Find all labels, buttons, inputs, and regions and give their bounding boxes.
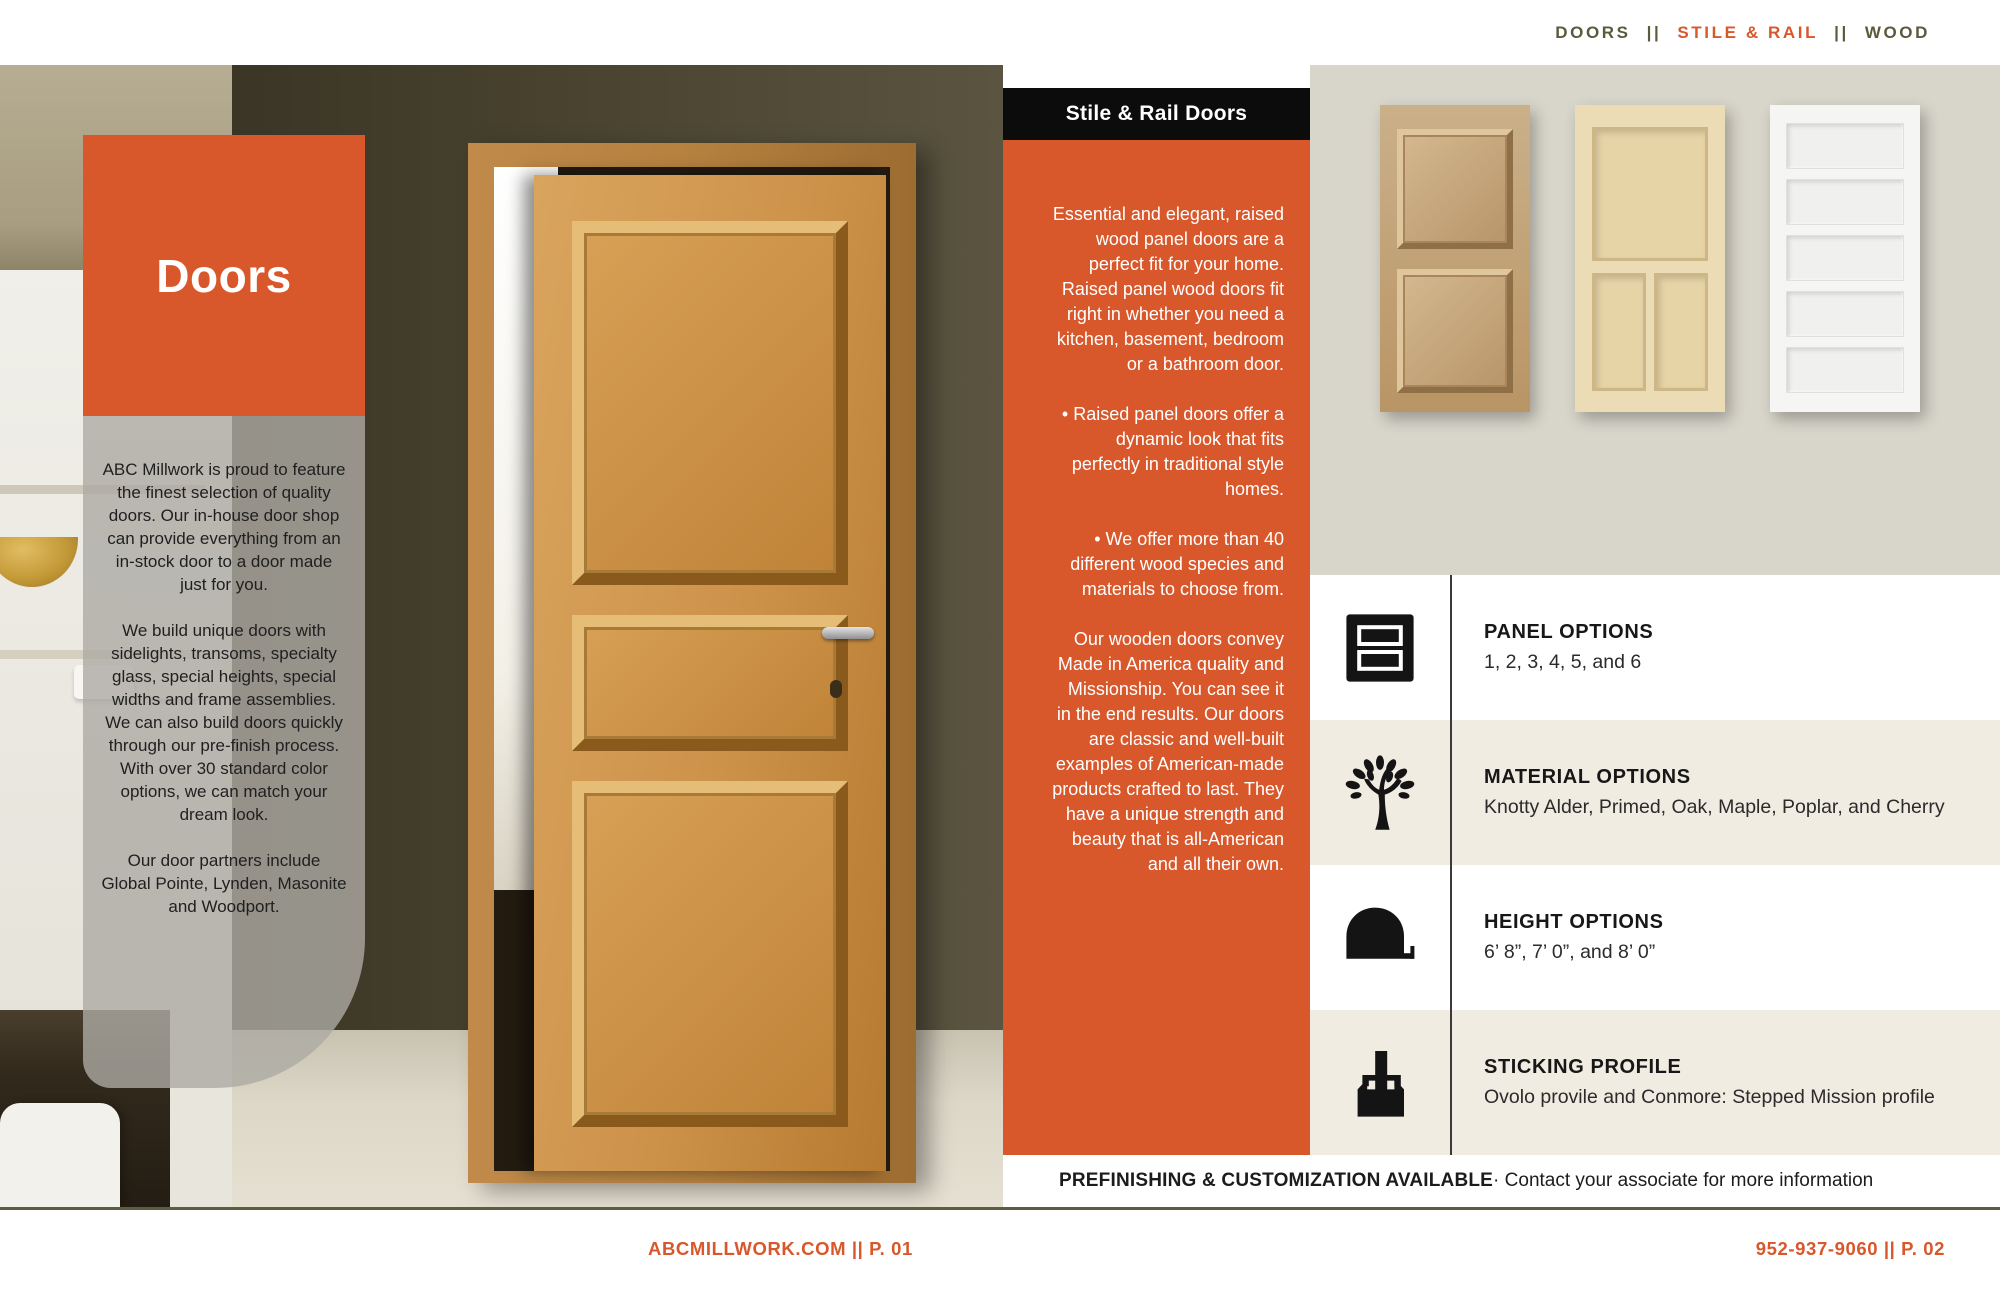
page-title: Doors xyxy=(156,249,292,302)
option-row-material xyxy=(1310,720,2000,865)
breadcrumb-doors: DOORS xyxy=(1555,22,1631,42)
intro-text-box xyxy=(83,416,365,1088)
option-title: MATERIAL OPTIONS xyxy=(1484,765,1691,788)
option-value: 6’ 8”, 7’ 0”, and 8’ 0” xyxy=(1484,940,1656,963)
section-title: Stile & Rail Doors xyxy=(1065,102,1248,125)
photo-door-panel xyxy=(572,221,848,585)
stile-rail-bullet: • We offer more than 40 different wood species and materials to choose from. xyxy=(1070,529,1284,599)
intro-paragraph: We build unique doors with sidelights, transoms, specialty glass, special heights, special widths and frame assemblies. We can also build doors quickly through our pre-finish process. With over 30 standard color options, we can match your dream look. xyxy=(105,621,343,824)
breadcrumb xyxy=(0,0,2000,65)
footer-phone-page: 952-937-9060 || P. 02 xyxy=(1755,1238,1945,1259)
options-table xyxy=(1310,575,2000,1155)
option-title: STICKING PROFILE xyxy=(1484,1055,1682,1078)
door-sample-2-panel-wood xyxy=(1380,105,1530,412)
photo-door-panel xyxy=(572,781,848,1127)
door-panels-icon xyxy=(1310,608,1450,688)
breadcrumb-separator: || xyxy=(1834,22,1849,42)
section-header xyxy=(1003,88,1310,140)
right-page xyxy=(1003,65,2000,1207)
tape-measure-icon xyxy=(1310,898,1450,978)
stile-rail-text-column xyxy=(1003,140,1310,1155)
banner-text: · Contact your associate for more information xyxy=(1493,1170,1874,1191)
option-value: 1, 2, 3, 4, 5, and 6 xyxy=(1484,650,1642,673)
intro-paragraph: ABC Millwork is proud to feature the finest selection of quality doors. Our in-house door shop can provide everything from an in-stock door to a door made just for you. xyxy=(102,460,346,594)
photo-door-panel xyxy=(572,615,848,751)
doors-title-box xyxy=(83,135,365,416)
prefinishing-banner xyxy=(1003,1155,2000,1207)
stile-rail-paragraph: Essential and elegant, raised wood panel doors are a perfect fit for your home. Raised panel wood doors fit right in whether you need a kitchen, basement, bedroom or a bathroom door. xyxy=(1052,204,1284,374)
option-value: Ovolo provile and Conmore: Stepped Mission profile xyxy=(1484,1085,1935,1108)
option-row-panel xyxy=(1310,575,2000,720)
breadcrumb-wood: WOOD xyxy=(1864,22,1930,42)
door-samples-panel xyxy=(1310,65,2000,575)
door-sample-5-panel-white xyxy=(1770,105,1920,412)
photo-door-frame xyxy=(468,143,916,1183)
option-title: PANEL OPTIONS xyxy=(1484,620,1654,643)
option-row-height xyxy=(1310,865,2000,1010)
footer-website-page: ABCMILLWORK.COM || P. 01 xyxy=(648,1238,913,1259)
option-value: Knotty Alder, Primed, Oak, Maple, Poplar, and Cherry xyxy=(1484,795,1945,818)
option-title: HEIGHT OPTIONS xyxy=(1484,910,1664,933)
photo-door-opening xyxy=(494,167,890,1171)
breadcrumb-separator: || xyxy=(1646,22,1662,42)
breadcrumb-stile-rail: STILE & RAIL xyxy=(1677,22,1819,42)
photo-chair xyxy=(0,1103,120,1207)
photo-door-keyhole xyxy=(830,680,842,698)
stile-rail-paragraph: Our wooden doors convey Made in America quality and Missionship. You can see it in the end results. Our doors are classic and well-built examples of American-made products crafted to last. They have a unique strength and beauty that is all-American and all their own. xyxy=(1052,629,1284,874)
footer xyxy=(0,1207,2000,1294)
stile-rail-bullet: • Raised panel doors offer a dynamic look that fits perfectly in traditional style homes. xyxy=(1061,404,1284,499)
room-photo xyxy=(0,65,1003,1207)
photo-wood-door xyxy=(534,175,886,1171)
options-divider-line xyxy=(1450,575,1452,1155)
option-row-sticking xyxy=(1310,1010,2000,1155)
molding-plane-icon xyxy=(1310,1043,1450,1123)
door-sample-3-panel-pine xyxy=(1575,105,1725,412)
banner-bold-text: PREFINISHING & CUSTOMIZATION AVAILABLE xyxy=(1059,1170,1494,1191)
intro-paragraph: Our door partners include Global Pointe, Lynden, Masonite and Woodport. xyxy=(101,851,347,916)
tree-icon xyxy=(1310,753,1450,833)
photo-door-handle xyxy=(822,627,874,639)
